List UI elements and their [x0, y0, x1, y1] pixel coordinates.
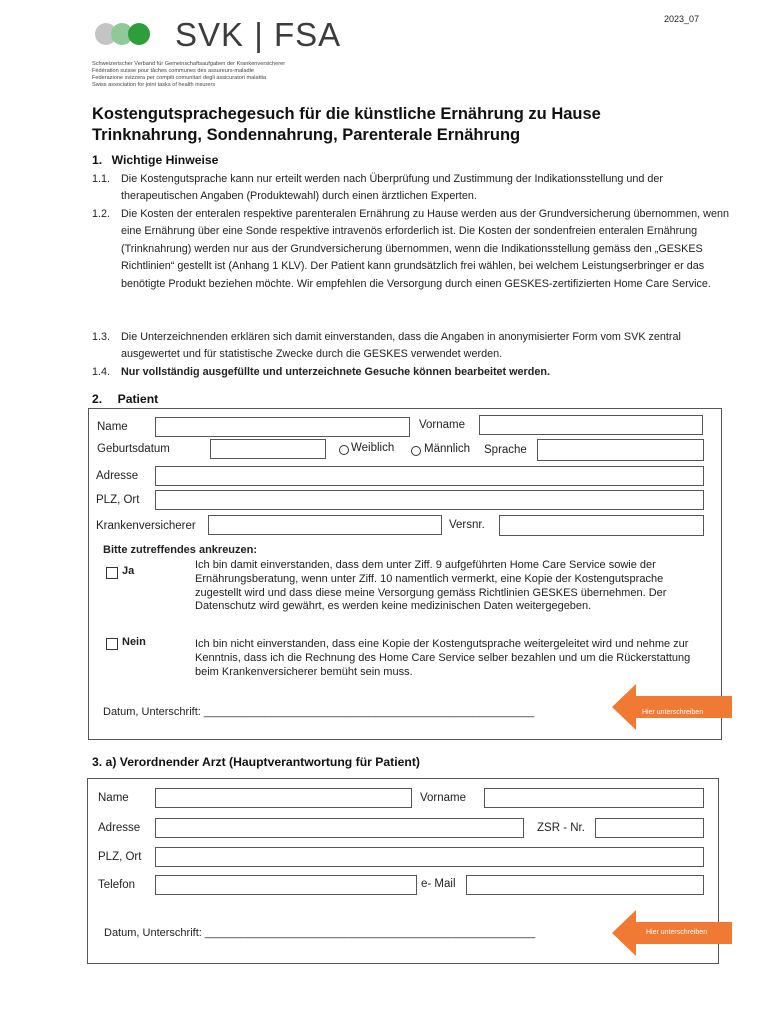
logo-circles-icon [92, 20, 162, 52]
org-line-4: Swiss association for joint tasks of health insurers [92, 82, 216, 88]
arzt-vorname-label: Vorname [420, 792, 467, 804]
item-text: Die Kostengutsprache kann nur erteilt werden nach Überprüfung und Zustimmung der Indikationsstellung und der therapeutischen Angaben (Produktewahl) durch einen ärztlichen Experten. [121, 173, 663, 203]
item-number: 1.2. [92, 208, 111, 220]
ja-checkbox[interactable] [106, 567, 118, 579]
patient-plz-ort-input[interactable] [155, 490, 704, 510]
patient-name-input[interactable] [155, 417, 410, 437]
org-line-3: Federazione svizzera per compiti comunitari degli assicuratori malattia [92, 75, 267, 81]
title-line-2: Trinknahrung, Sondennahrung, Parenterale Ernährung [92, 126, 521, 144]
sprache-label: Sprache [484, 444, 527, 456]
section1-heading [92, 153, 218, 167]
section1-title: Wichtige Hinweise [111, 153, 219, 167]
nein-label: Nein [122, 636, 146, 648]
arzt-signature-line[interactable]: Datum, Unterschrift: ______________________________________________________ [104, 927, 536, 939]
item-number: 1.4. [92, 366, 111, 378]
check-prompt: Bitte zutreffendes ankreuzen: [103, 544, 258, 556]
weiblich-label: Weiblich [351, 442, 395, 454]
geburtsdatum-input[interactable] [210, 439, 326, 459]
telefon-input[interactable] [155, 875, 417, 895]
date-code: 2023_07 [664, 14, 700, 24]
weiblich-radio[interactable] [339, 445, 349, 455]
email-input[interactable] [466, 875, 704, 895]
adresse-label: Adresse [96, 470, 139, 482]
vorname-label: Vorname [419, 419, 466, 431]
item-text: Die Kosten der enteralen respektive parenteralen Ernährung zu Hause werden aus der Grundversicherung übernommen, wenn eine Ernährung über eine Sonde respektive intravenös erforderlich ist. Die Kosten der sondenfreien enteralen Ernährung (Trinknahrung) werden nur aus der Grundversicherung übernommen, wenn die Indikationsstellung gemäss den „GESKES Richtlinien“ gestellt ist (Anhang 1 KLV). Der Patient kann grundsätzlich frei wählen, bei welchem Leistungserbringer er das benötigte Produkt beziehen möchte. Wir empfehlen die Versorgung durch einen GESKES-zertifizierten Home Care Service. [121, 208, 729, 290]
item-text: Die Unterzeichnenden erklären sich damit einverstanden, dass die Angaben in anonymisierter Form vom SVK zentral ausgewertet und für statistische Zwecke durch die GESKES verwendet werden. [121, 331, 681, 361]
arzt-adresse-input[interactable] [155, 818, 524, 838]
org-line-1: Schweizerischer Verband für Gemeinschaftsaufgaben der Krankenversicherer [92, 61, 286, 67]
document-title [92, 104, 601, 146]
maennlich-radio[interactable] [411, 446, 421, 456]
item-text: Nur vollständig ausgefüllte und unterzeichnete Gesuche können bearbeitet werden. [121, 366, 550, 378]
sprache-input[interactable] [537, 439, 704, 461]
arzt-name-input[interactable] [155, 788, 412, 808]
arzt-adresse-label: Adresse [98, 822, 141, 834]
arzt-vorname-input[interactable] [484, 788, 704, 808]
geburtsdatum-label: Geburtsdatum [97, 443, 170, 455]
sign-here-label: Hier unterschreiben [646, 929, 708, 936]
nein-checkbox[interactable] [106, 638, 118, 650]
name-label: Name [97, 421, 128, 433]
arzt-name-label: Name [98, 792, 129, 804]
section2-heading [92, 392, 158, 406]
maennlich-label: Männlich [424, 443, 471, 455]
patient-signature-line[interactable]: Datum, Unterschrift: ______________________________________________________ [103, 706, 535, 718]
section2-number: 2. [92, 392, 103, 406]
sign-here-label: Hier unterschreiben [642, 709, 704, 716]
versnr-label: Versnr. [449, 519, 485, 531]
section2-title: Patient [117, 392, 159, 406]
ja-consent-text: Ich bin damit einverstanden, dass dem unter Ziff. 9 aufgeführten Home Care Service sowie der Ernährungsberatung, wenn unter Ziff. 10 namentlich vermerkt, eine Kopie der Kostengutsprache zugestellt wird und dass diese meine Versorgung gemäss Richtlinien GESKES übernehmen. Der Datenschutz wird gewährt, es werden keine medizinischen Daten weitergegeben. [195, 559, 667, 613]
title-line-1: Kostengutsprachegesuch für die künstliche Ernährung zu Hause [92, 105, 601, 123]
section1-number: 1. [92, 153, 103, 167]
section1-list [92, 171, 732, 381]
zsr-label: ZSR - Nr. [537, 822, 585, 834]
plz-ort-label: PLZ, Ort [96, 494, 140, 506]
patient-vorname-input[interactable] [479, 415, 703, 435]
arzt-plz-ort-input[interactable] [155, 847, 704, 867]
nein-consent-text: Ich bin nicht einverstanden, dass eine Kopie der Kostengutsprache weitergeleitet wird und nehme zur Kenntnis, dass ich die Rechnung des Home Care Service selber bezahlen und um die Rückerstattung beim Krankenversicherer bemüht sein muss. [195, 638, 691, 678]
ja-label: Ja [122, 565, 135, 577]
item-number: 1.1. [92, 173, 111, 185]
krankenversicherer-input[interactable] [208, 515, 442, 535]
sign-here-arrow-icon [612, 684, 732, 730]
email-label: e- Mail [421, 878, 456, 890]
zsr-input[interactable] [595, 818, 704, 838]
arzt-plz-ort-label: PLZ, Ort [98, 851, 142, 863]
org-line-2: Fédération suisse pour tâches communes des assureurs-maladie [92, 68, 254, 74]
patient-adresse-input[interactable] [155, 466, 704, 486]
section3-heading: 3. a) Verordnender Arzt (Hauptverantwortung für Patient) [92, 755, 420, 769]
krankenversicherer-label: Krankenversicherer [96, 520, 196, 532]
versnr-input[interactable] [499, 515, 704, 536]
telefon-label: Telefon [98, 879, 136, 891]
logo-text: SVK | FSA [175, 16, 342, 53]
item-number: 1.3. [92, 331, 111, 343]
